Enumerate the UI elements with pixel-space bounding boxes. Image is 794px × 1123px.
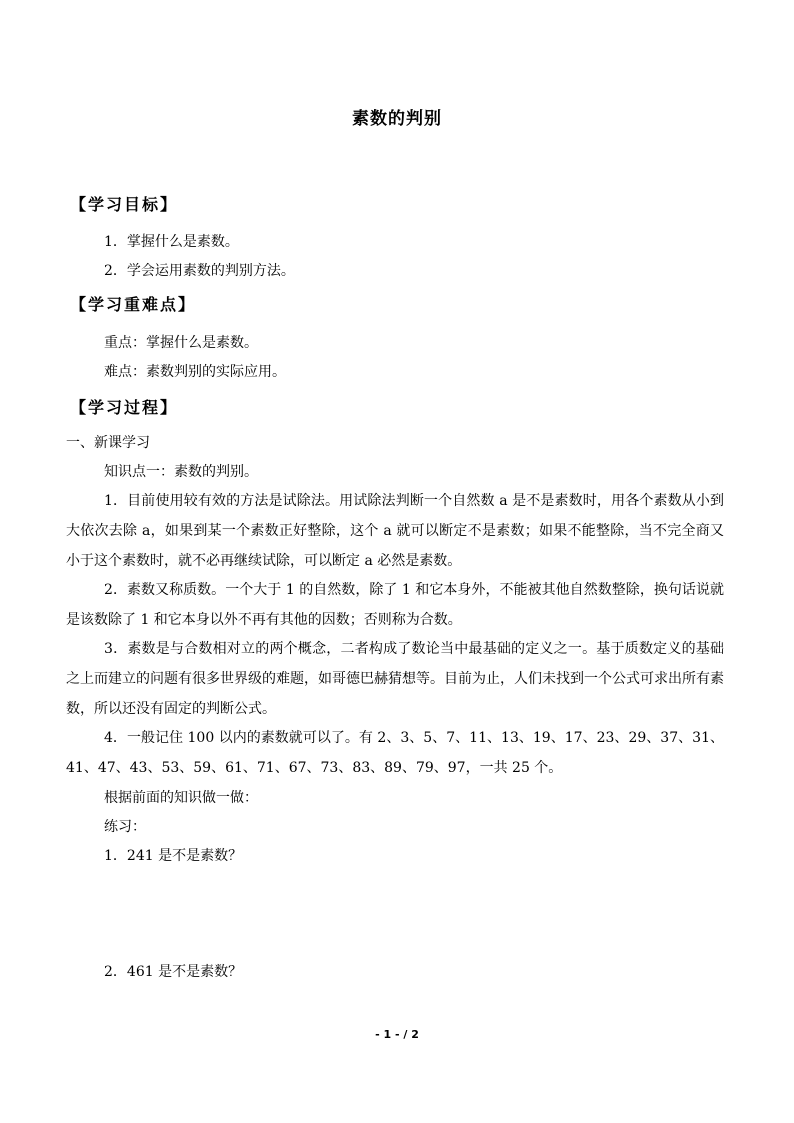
part-one-heading: 一、新课学习: [66, 435, 150, 451]
objectives-heading: 【学习目标】: [70, 195, 179, 214]
paragraph-4: 4．一般记住 100 以内的素数就可以了。有 2、3、5、7、11、13、19、17、23、29、37、31、41、47、43、53、59、61、71、67、73、83、89、79、97，一共 25 个。: [66, 730, 724, 776]
objective-item-1: 1．掌握什么是素数。: [104, 234, 239, 250]
practice-question-2: 2．461 是不是素数？: [104, 964, 243, 980]
document-title: 素数的判别: [352, 109, 442, 129]
objective-item-2: 2．学会运用素数的判别方法。: [104, 263, 295, 279]
key-point-difficulty: 难点：素数判别的实际应用。: [104, 364, 286, 380]
paragraph-2: 2．素数又称质数。一个大于 1 的自然数，除了 1 和它本身外，不能被其他自然数整除，换句话说就是该数除了 1 和它本身以外不再有其他的因数；否则称为合数。: [66, 582, 724, 628]
key-points-heading: 【学习重难点】: [70, 295, 197, 314]
paragraph-3: 3．素数是与合数相对立的两个概念，二者构成了数论当中最基础的定义之一。基于质数定义的基础之上而建立的问题有很多世界级的难题，如哥德巴赫猜想等。目前为止，人们未找到一个公式可求出所有素数，所以还没有固定的判断公式。: [66, 641, 724, 717]
knowledge-point-label: 知识点一：素数的判别。: [104, 464, 258, 480]
practice-label: 练习：: [104, 819, 146, 835]
page-number: - 1 - / 2: [375, 1028, 419, 1041]
process-heading: 【学习过程】: [70, 398, 179, 417]
paragraph-1: 1．目前使用较有效的方法是试除法。用试除法判断一个自然数 a 是不是素数时，用各个素数从小到大依次去除 a，如果到某一个素数正好整除，这个 a 就可以断定不是素数；如果不能整除，当不完全商又小于这个素数时，就不必再继续试除，可以断定 a 必然是素数。: [66, 493, 724, 569]
practice-question-1: 1．241 是不是素数？: [104, 848, 243, 864]
practice-intro: 根据前面的知识做一做：: [104, 790, 258, 806]
key-point-focus: 重点：掌握什么是素数。: [104, 335, 258, 351]
